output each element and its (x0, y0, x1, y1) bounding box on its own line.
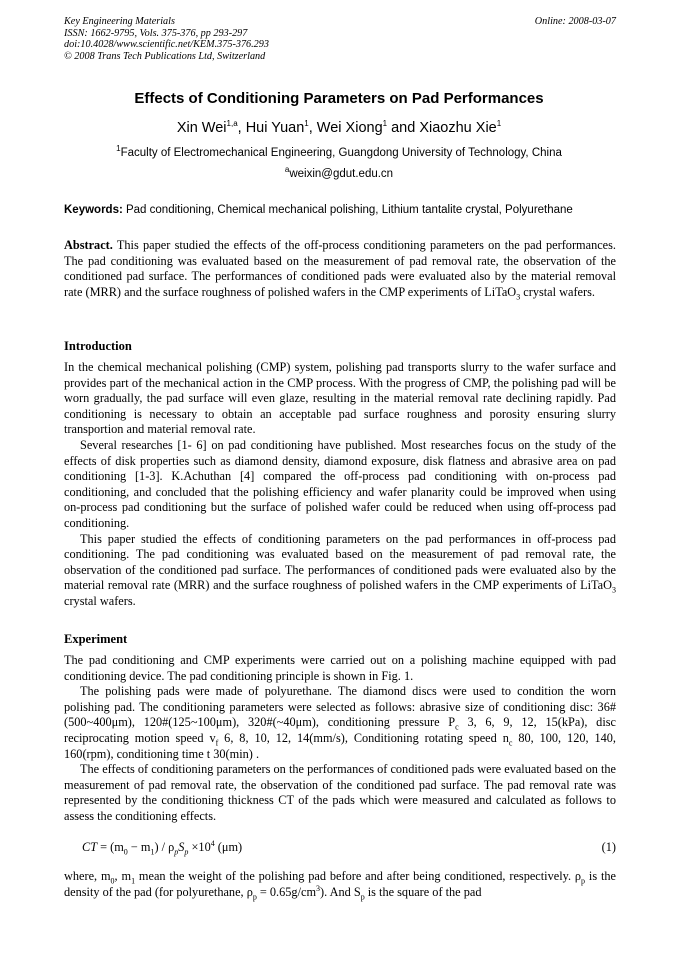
affiliation-text: Faculty of Electromechanical Engineering, Guangdong University of Technology, China (120, 147, 562, 159)
equation-number: (1) (601, 840, 616, 854)
paragraph (64, 532, 616, 610)
paragraph-text-end: crystal wafers. (64, 593, 136, 608)
author-name: , Wei Xiong (308, 120, 383, 136)
equation-term: = (m (97, 840, 124, 854)
paragraph-text: is the square of the pad (364, 884, 482, 899)
email-mark: a (284, 165, 290, 175)
author-name: and Xiaozhu Xie (387, 120, 497, 136)
subscript: f (215, 738, 219, 748)
subscript: 1 (131, 876, 136, 886)
abstract-text-end: crystal wafers. (520, 284, 595, 299)
journal-name: Key Engineering Materials (64, 16, 175, 27)
author-list (0, 120, 678, 136)
equation-term: ) / ρ (154, 840, 175, 854)
author-affil-mark: 1 (496, 119, 502, 129)
paragraph-text: 6, 8, 10, 12, 14(mm/s), Conditioning rotating speed n (218, 730, 509, 745)
keywords-label: Keywords: (64, 204, 123, 216)
subscript: c (508, 738, 513, 748)
paragraph-text: mean the weight of the polishing pad before and after being conditioned, respectively. ρ (135, 869, 582, 883)
paragraph-text: is the density of the pad (for polyurethane, ρ (64, 869, 617, 899)
journal-header (64, 16, 616, 62)
affiliation-mark: 1 (116, 144, 121, 154)
keywords-text: Pad conditioning, Chemical mechanical polishing, Lithium tantalite crystal, Polyurethane (122, 204, 573, 216)
copyright-line: © 2008 Trans Tech Publications Ltd, Switzerland (64, 50, 266, 62)
subscript: 0 (110, 876, 115, 886)
doi-line: doi:10.4028/www.scientific.net/KEM.375-376.293 (64, 39, 269, 51)
paragraph: Several researches [1- 6] on pad conditioning have published. Most researches focus on the study of the effects of disk properties such as diamond density, diamond exposure, disk flatness and abrasive area on pad conditioning [1-3]. K.Achuthan [4] compared the off-process pad conditioning with on-process pad conditioning, and concluded that the polishing efficiency and wafer planarity could be improved when using on-process pad conditioning but the surface of polished wafer could be reduced when using off-process pad conditioning. (64, 437, 616, 530)
abstract-label: Abstract. (64, 238, 113, 252)
subscript: c (455, 722, 459, 732)
paragraph-text: = 0.65g/cm (256, 884, 317, 899)
paragraph-text: 80, 100, 120, 140, 160(rpm), conditioning time t 30(min) . (64, 730, 616, 761)
author-affil-mark: 1,a (226, 119, 238, 129)
experiment-body (64, 653, 616, 825)
keywords (64, 204, 616, 216)
subscript: 1 (150, 847, 155, 857)
equation-1 (82, 840, 616, 855)
subscript: p (360, 892, 365, 902)
equation-unit: (μm) (214, 840, 243, 854)
paragraph-text: , m (114, 869, 132, 883)
affiliation (0, 144, 678, 159)
paragraph: The pad conditioning and CMP experiments were carried out on a polishing machine equipped with pad conditioning device. The pad conditioning principle is shown in Fig. 1. (64, 653, 616, 683)
online-date: Online: 2008-03-07 (534, 16, 616, 27)
experiment-body-continued (64, 869, 616, 900)
author-affil-mark: 1 (382, 119, 388, 129)
author-email (0, 165, 678, 180)
subscript: 0 (123, 847, 128, 857)
subscript: p (174, 847, 179, 857)
issn-line: ISSN: 1662-9795, Vols. 375-376, pp 293-297 (64, 27, 248, 39)
superscript: 3 (316, 883, 321, 893)
equation-term: CT (82, 840, 98, 854)
equation-term: S (178, 840, 185, 854)
paragraph (64, 869, 616, 900)
paragraph: In the chemical mechanical polishing (CMP) system, polishing pad transports slurry to the wafer surface and provides part of the mechanical action in the CMP process. With the progress of CMP, the polishing pad will be worn gradually, the pad surface will even glaze, resulting in the material removal rate declining rapidly. Pad conditioning is necessary to obtain an acceptable pad surface roughness and porosity ensuring slurry transportion and material removal rate. (64, 360, 616, 437)
introduction-body (64, 360, 616, 610)
paragraph: The effects of conditioning parameters on the performances of conditioned pads were evaluated based on the measurement of pad removal rate, the observation of the conditioned pad surface. The pad removal rate was represented by the conditioning thickness CT of the pads which were measured and calculated as follows to assess the conditioning effects. (64, 762, 616, 823)
paper-title: Effects of Conditioning Parameters on Pad Performances (134, 90, 544, 107)
email-address: weixin@gdut.edu.cn (289, 168, 394, 180)
paragraph (64, 684, 616, 762)
paragraph-text: 3, 6, 9, 12, 15(kPa), disc reciprocating motion speed v (64, 715, 616, 745)
author-affil-mark: 1 (304, 119, 309, 129)
equation-term: − m (127, 840, 151, 854)
equation-term: ×10 (188, 840, 211, 854)
paragraph-text: The polishing pads were made of polyurethane. The diamond discs were used to condition the worn polishing pad. The conditioning parameters were selected as follows: abrasive size of conditioning disc: 36#(500~400μm), 120#(125~100μm), 320#(~40μm), conditioning pressure P (64, 684, 616, 730)
abstract-text: This paper studied the effects of the off-process conditioning parameters on the pad performances. The pad conditioning was evaluated based on the measurement of pad removal rate, the observation of the conditioned pad surface. The performances of conditioned pads were evaluated also by the material removal rate (MRR) and the surface roughness of polished wafers in the CMP experiments of LiTaO (64, 238, 616, 299)
author-name: , Hui Yuan (237, 120, 305, 136)
abstract (64, 238, 616, 300)
subscript: 3 (516, 292, 521, 302)
section-heading-experiment: Experiment (64, 632, 128, 646)
subscript: p (252, 892, 257, 902)
author-name: Xin Wei (176, 120, 227, 136)
paragraph-text: This paper studied the effects of conditioning parameters on the pad performances in off-process pad conditioning. The pad conditioning was evaluated based on the measurement of pad removal rate, the observation of the conditioned pad surface. The performances of conditioned pads were evaluated also by the material removal rate (MRR) and the surface roughness of polished wafers in the CMP experiments of LiTaO (64, 531, 616, 593)
subscript: p (184, 847, 189, 857)
section-heading-introduction: Introduction (64, 339, 132, 353)
superscript: 4 (210, 838, 215, 848)
subscript: p (581, 876, 586, 886)
paragraph-text: ). And S (320, 884, 361, 899)
paragraph-text: where, m (64, 869, 111, 883)
subscript: 3 (612, 585, 616, 595)
